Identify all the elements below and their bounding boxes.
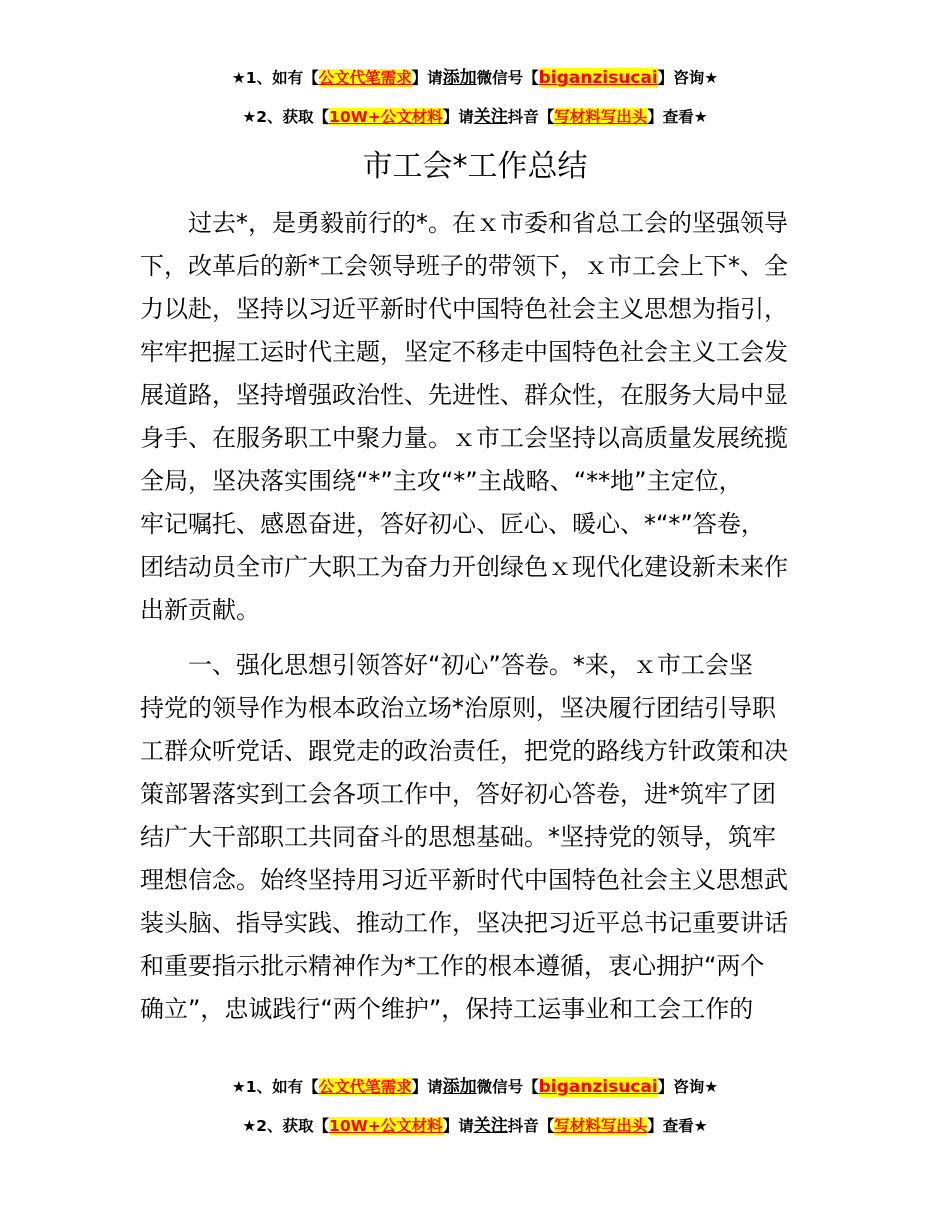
promo-highlight-service: 公文代笔需求 [318,69,412,87]
document-title: 市工会*工作总结 [362,149,588,184]
paragraph-line: 力以赴，坚持以习近平新时代中国特色社会主义思想为指引， [140,295,788,323]
promo-highlight-materials: 10W+公文材料 [329,1117,443,1135]
paragraph-line: 工群众听党话、跟党走的政治责任，把党的路线方针政策和决 [140,737,788,765]
promo-highlight-service: 公文代笔需求 [318,1078,412,1096]
body-paragraph-section-one [140,644,830,1031]
paragraph-line: 理想信念。始终坚持用习近平新时代中国特色社会主义思想武 [140,866,788,894]
promo-text: 】请 [442,108,474,126]
paragraph-line: 身手、在服务职工中聚力量。ｘ市工会坚持以高质量发展统揽 [140,424,788,452]
promo-highlight-wechat-id: biganzisucai [538,1077,658,1097]
promo-prefix: ★2、获取【 [242,108,330,126]
paragraph-line: 确立”，忠诚践行“两个维护”，保持工运事业和工会工作的 [140,995,754,1023]
promo-banner-douyin-bottom [0,1115,950,1137]
paragraph-line: 下，改革后的新*工会领导班子的带领下，ｘ市工会上下*、全 [140,252,788,280]
paragraph-line: 过去*，是勇毅前行的*。在ｘ市委和省总工会的坚强领导 [188,209,788,237]
paragraph-line: 展道路，坚持增强政治性、先进性、群众性，在服务大局中显 [140,381,788,409]
paragraph-line: 持党的领导作为根本政治立场*治原则，坚决履行团结引导职 [140,694,776,722]
promo-banner-wechat-top [0,67,950,89]
body-paragraph-intro [140,202,830,632]
promo-suffix: 】查看★ [647,108,708,126]
promo-banner-douyin-top [0,106,950,128]
paragraph-line: 牢记嘱托、感恩奋进，答好初心、匠心、暖心、*“*”答卷， [140,510,765,538]
promo-text: 抖音【 [507,1117,555,1135]
promo-underlined-word: 关注 [473,1116,508,1136]
promo-highlight-douyin-id: 写材料写出头 [554,108,648,126]
promo-suffix: 】咨询★ [657,69,719,87]
promo-text: 抖音【 [507,108,555,126]
promo-underlined-word: 添加 [442,1077,477,1097]
promo-text: 】请 [411,1078,443,1096]
promo-prefix: ★1、如有【 [231,69,319,87]
promo-highlight-materials: 10W+公文材料 [329,108,443,126]
paragraph-line: 结广大干部职工共同奋斗的思想基础。*坚持党的领导，筑牢 [140,823,776,851]
promo-suffix: 】咨询★ [657,1078,719,1096]
promo-underlined-word: 关注 [473,107,508,127]
promo-highlight-wechat-id: biganzisucai [538,68,658,88]
paragraph-line: 团结动员全市广大职工为奋力开创绿色ｘ现代化建设新未来作 [140,553,788,581]
promo-prefix: ★2、获取【 [242,1117,330,1135]
paragraph-line: 装头脑、指导实践、推动工作，坚决把习近平总书记重要讲话 [140,909,788,937]
promo-text: 】请 [411,69,443,87]
paragraph-line: 牢牢把握工运时代主题，坚定不移走中国特色社会主义工会发 [140,338,788,366]
promo-text: 微信号【 [476,1078,539,1096]
promo-suffix: 】查看★ [647,1117,708,1135]
promo-text: 微信号【 [476,69,539,87]
paragraph-line: 出新贡献。 [140,596,260,624]
paragraph-line: 策部署落实到工会各项工作中，答好初心答卷，进*筑牢了团 [140,780,776,808]
promo-banner-wechat-bottom [0,1076,950,1098]
promo-prefix: ★1、如有【 [231,1078,319,1096]
promo-underlined-word: 添加 [442,68,477,88]
paragraph-line: 和重要指示批示精神作为*工作的根本遵循，衷心拥护“两个 [140,952,765,980]
paragraph-line: 全局，坚决落实围绕“*”主攻“*”主战略、“**地”主定位， [140,467,743,495]
promo-highlight-douyin-id: 写材料写出头 [554,1117,648,1135]
paragraph-line: 一、强化思想引领答好“初心”答卷。*来，ｘ市工会坚 [188,651,753,679]
promo-text: 】请 [442,1117,474,1135]
